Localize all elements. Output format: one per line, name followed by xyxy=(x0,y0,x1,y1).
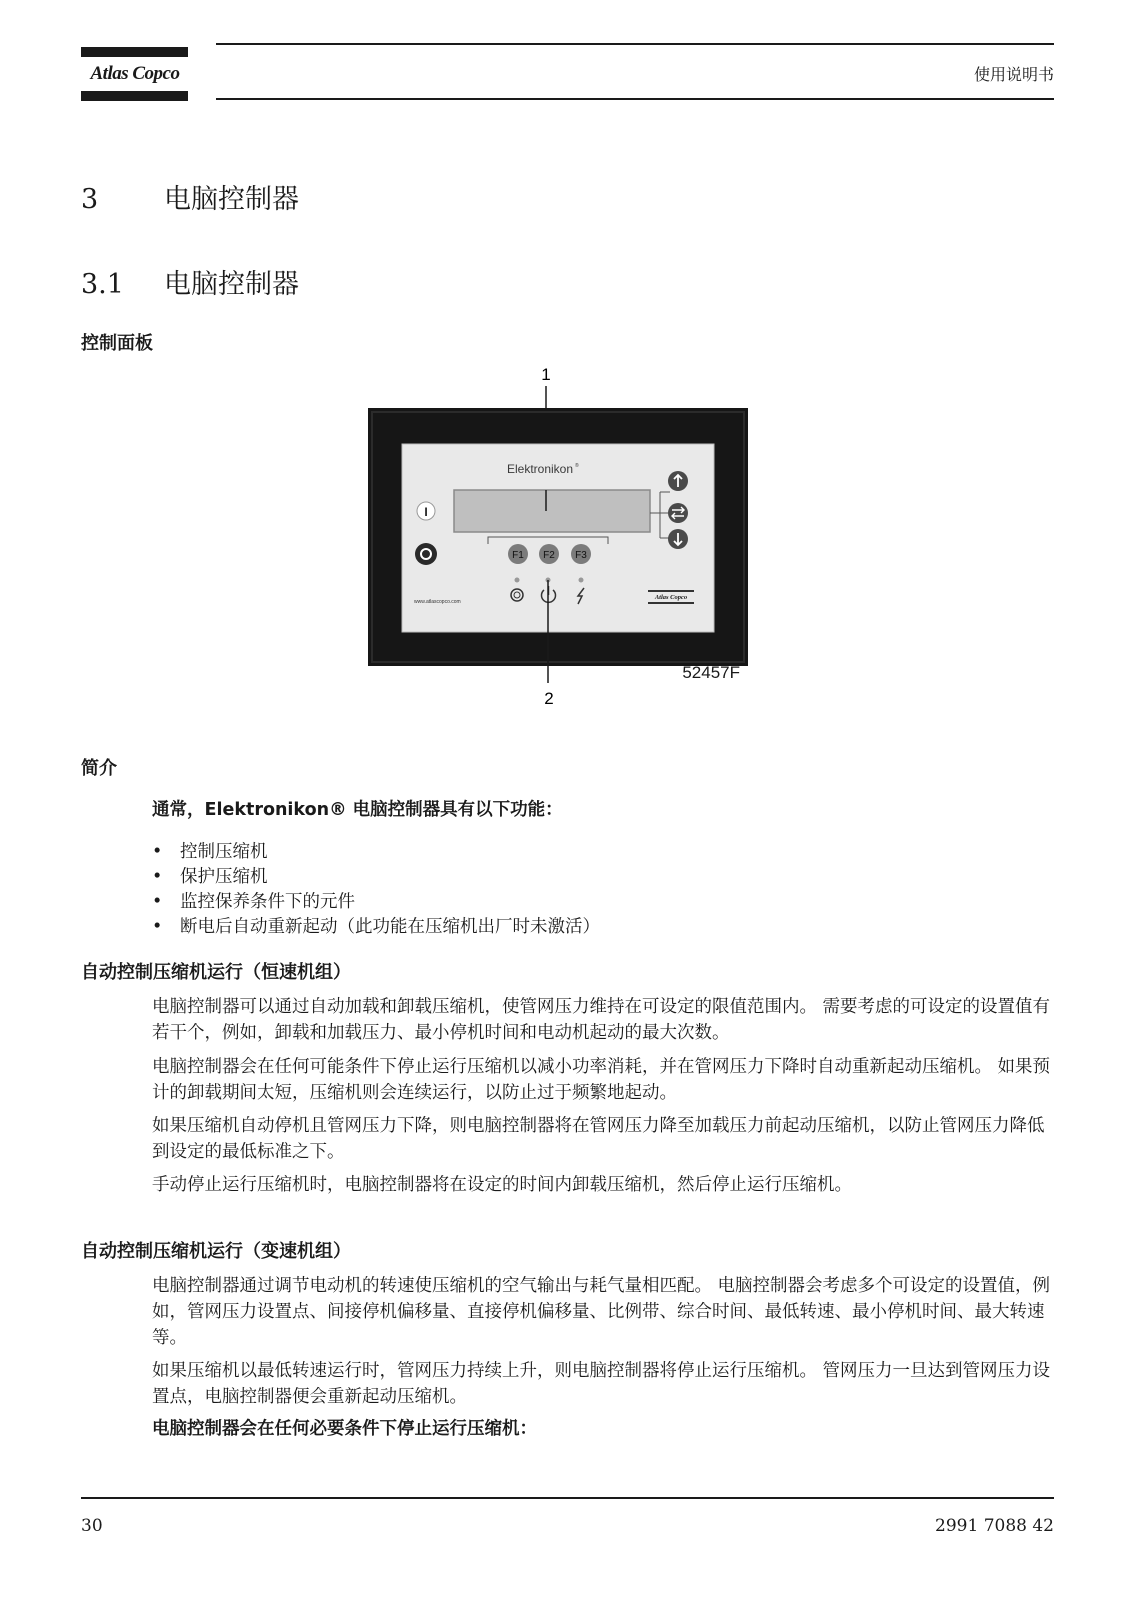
f3-label: F3 xyxy=(575,550,587,561)
intro-heading: 简介 xyxy=(81,758,117,779)
chapter-title: 电脑控制器 xyxy=(164,184,299,215)
fixed-speed-paragraph-3: 如果压缩机自动停机且管网压力下降，则电脑控制器将在管网压力降至加载压力前起动压缩机，以防止管网压力降低到设定的最低标准之下。 xyxy=(152,1116,1045,1162)
section-heading xyxy=(81,262,299,301)
arrow-up-button[interactable] xyxy=(668,471,688,491)
document-type: 使用说明书 xyxy=(973,65,1054,84)
f3-button[interactable] xyxy=(571,544,591,564)
footer-rule xyxy=(81,1497,1054,1499)
start-button[interactable] xyxy=(417,502,435,520)
section-title: 电脑控制器 xyxy=(164,269,299,300)
tab-button[interactable] xyxy=(668,503,688,523)
intro-bullet-list xyxy=(150,840,600,940)
variable-speed-paragraph-1: 电脑控制器通过调节电动机的转速使压缩机的空气输出与耗气量相匹配。 电脑控制器会考虑多个可设定的设置值，例如，管网压力设置点、间接停机偏移量、直接停机偏移量、比例带、综合时间、最低转速、最小停机时间、最大转速等。 xyxy=(152,1276,1051,1348)
lcd-display xyxy=(454,490,650,532)
header-rule-top xyxy=(216,43,1054,45)
tab-button-body[interactable] xyxy=(668,503,688,523)
stop-button-body[interactable] xyxy=(415,543,437,565)
panel-brand-mark: ® xyxy=(575,463,579,469)
callout-1: 1 xyxy=(541,366,551,384)
figure-id: 52457F xyxy=(682,663,740,682)
fixed-speed-paragraph-4: 手动停止运行压缩机时，电脑控制器将在设定的时间内卸载压缩机，然后停止运行压缩机。 xyxy=(152,1175,852,1195)
panel-logo-bar-bottom xyxy=(648,602,694,604)
variable-speed-heading: 自动控制压缩机运行（变速机组） xyxy=(81,1241,351,1262)
fixed-speed-paragraph-2: 电脑控制器会在任何可能条件下停止运行压缩机以减小功率消耗，并在管网压力下降时自动重新起动压缩机。 如果预计的卸载期间太短，压缩机则会连续运行，以防止过于频繁地起动。 xyxy=(152,1057,1051,1103)
callout-2: 2 xyxy=(544,689,554,708)
chapter-number: 3 xyxy=(81,184,99,215)
fixed-speed-heading: 自动控制压缩机运行（恒速机组） xyxy=(81,962,351,983)
led-auto xyxy=(515,578,520,583)
header-rule-bottom xyxy=(216,98,1054,100)
variable-speed-closing: 电脑控制器会在任何必要条件下停止运行压缩机： xyxy=(152,1419,537,1439)
f2-button[interactable] xyxy=(539,544,559,564)
list-item: • 监控保养条件下的元件 xyxy=(150,890,600,915)
start-button-label: I xyxy=(424,505,428,519)
f1-button[interactable] xyxy=(508,544,528,564)
section-number: 3.1 xyxy=(81,269,124,300)
stop-button[interactable] xyxy=(415,543,437,565)
f1-label: F1 xyxy=(512,550,524,561)
control-panel-figure xyxy=(350,366,770,721)
variable-speed-paragraph-2: 如果压缩机以最低转速运行时，管网压力持续上升，则电脑控制器将停止运行压缩机。 管网压力一旦达到管网压力设置点，电脑控制器便会重新起动压缩机。 xyxy=(152,1361,1051,1407)
intro-lead: 通常，Elektronikon® 电脑控制器具有以下功能： xyxy=(152,800,563,820)
chapter-heading xyxy=(81,177,299,216)
page-number: 30 xyxy=(81,1516,103,1536)
arrow-down-button[interactable] xyxy=(668,529,688,549)
led-voltage xyxy=(579,578,584,583)
panel-brand: Elektronikon xyxy=(506,462,574,476)
fixed-speed-paragraph-1: 电脑控制器可以通过自动加载和卸载压缩机，使管网压力维持在可设定的限值范围内。 需要考虑的可设定的设置值有若干个，例如，卸载和加载压力、最小停机时间和电动机起动的最大次数。 xyxy=(152,997,1051,1043)
list-item: • 保护压缩机 xyxy=(150,865,600,890)
logo-bar-top xyxy=(81,47,188,57)
document-number: 2991 7088 42 xyxy=(935,1516,1054,1536)
control-panel-heading: 控制面板 xyxy=(81,333,153,354)
logo-bar-bottom xyxy=(81,91,188,101)
panel-logo: Atlas Copco xyxy=(654,594,688,601)
logo-wordmark: Atlas Copco xyxy=(90,63,180,84)
list-item: • 控制压缩机 xyxy=(150,840,600,865)
f2-label: F2 xyxy=(543,550,555,561)
panel-website: www.atlascopco.com xyxy=(414,599,461,605)
atlas-copco-logo xyxy=(81,47,188,102)
panel-logo-bar-top xyxy=(648,590,694,592)
list-item: • 断电后自动重新起动（此功能在压缩机出厂时未激活） xyxy=(150,915,600,940)
